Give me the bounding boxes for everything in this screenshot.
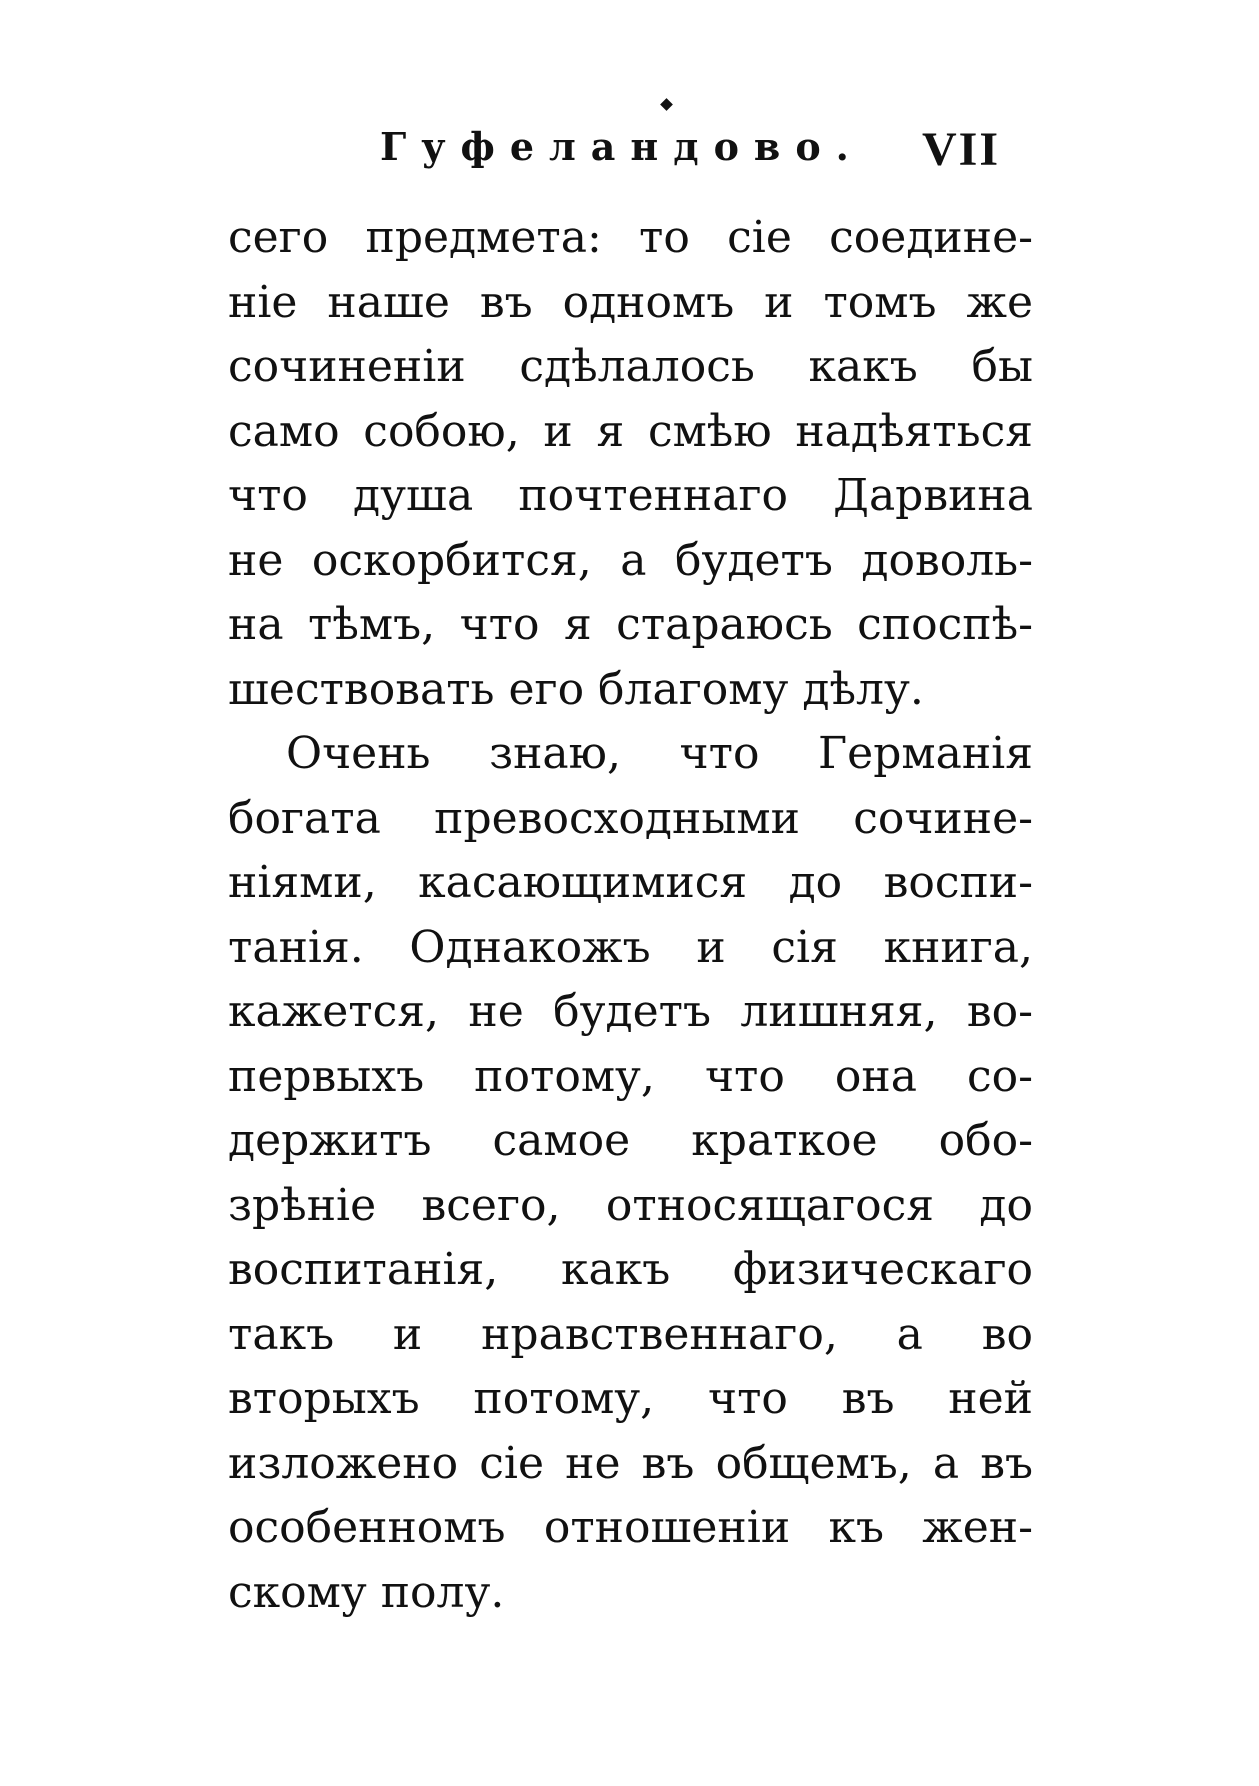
text-line: держитъ самое краткое обо- <box>228 1115 1033 1166</box>
page-number: VII <box>921 123 1000 176</box>
text-line: богата превосходными сочине- <box>228 792 1033 844</box>
text-line: само собою, и я смѣю надѣяться <box>228 405 1033 457</box>
text-line: ніями, касающимися до воспи- <box>228 857 1033 908</box>
text-line: шествовать его благому дѣлу. <box>228 663 924 715</box>
text-line: сочиненіи сдѣлалось какъ бы <box>228 341 1033 392</box>
text-line: воспитанія, какъ физическаго <box>228 1244 1033 1295</box>
text-line: изложено сіе не въ общемъ, а въ <box>228 1437 1033 1489</box>
page-header <box>380 124 1000 184</box>
text-line: не оскорбится, а будетъ доволь- <box>228 534 1033 586</box>
text-line: такъ и нравственнаго, а во <box>228 1308 1033 1360</box>
text-line: зрѣніе всего, относящагося до <box>228 1179 1033 1231</box>
text-line: вторыхъ потому, что въ ней <box>228 1373 1033 1424</box>
text-line: скому полу. <box>228 1566 505 1618</box>
text-line: ніе наше въ одномъ и томъ же <box>228 276 1033 328</box>
text-line: кажется, не будетъ лишняя, во- <box>228 986 1033 1037</box>
running-head: Гуфеландово. <box>380 124 864 169</box>
body-text <box>228 206 1033 1625</box>
text-line: что душа почтеннаго Дарвина <box>228 470 1033 521</box>
text-line: сего предмета: то сіе соедине- <box>228 212 1033 263</box>
printer-ornament <box>660 98 673 111</box>
paragraph-start-line: Очень знаю, что Германія <box>286 728 1033 779</box>
text-line: первыхъ потому, что она со- <box>228 1050 1033 1102</box>
text-line: танія. Однакожъ и сія книга, <box>228 921 1033 973</box>
text-line: особенномъ отношеніи къ жен- <box>228 1502 1033 1553</box>
text-line: на тѣмъ, что я стараюсь споспѣ- <box>228 599 1033 650</box>
